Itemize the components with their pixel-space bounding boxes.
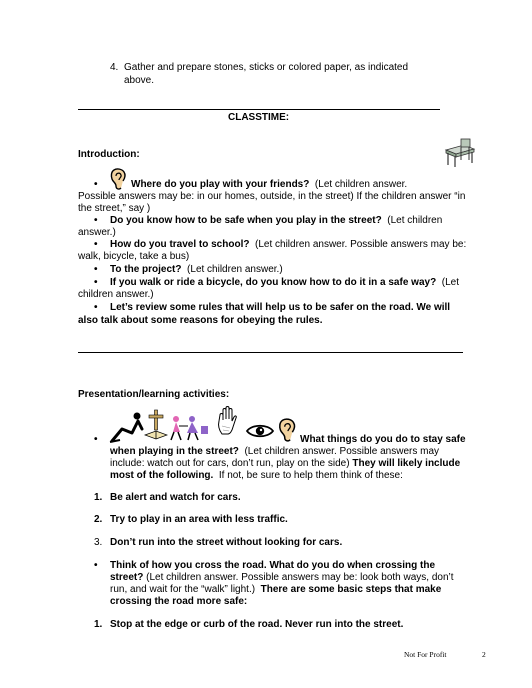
list-item-number: 1. (94, 492, 103, 503)
q5-question: If you walk or ride a bicycle, do you know how to do it in a safe way? (110, 277, 437, 288)
dancers-icon (168, 414, 210, 442)
q5-line-2: children answer.) (78, 289, 154, 300)
cross-line-4: crossing the road more safe: (110, 596, 248, 607)
hand-icon (216, 406, 238, 436)
list-item-number: 2. (94, 514, 103, 525)
presentation-bullet-note: (Let children answer. Possible answers may (244, 446, 439, 457)
list-item-number: 3. (94, 537, 103, 548)
footer-label: Not For Profit (404, 650, 447, 659)
eye-icon (246, 423, 274, 439)
presentation-bullet-line-4b: If not, be sure to help them think of these: (218, 470, 403, 481)
list-item: Try to play in an area with less traffic. (110, 514, 288, 525)
q3-note: (Let children answer. Possible answers may be: (255, 239, 467, 250)
q4-question: To the project? (110, 264, 182, 275)
page-number: 2 (482, 650, 486, 659)
desk-icon (444, 138, 476, 168)
presentation-bullet-line-3a: include: watch out for cars, don’t run, play on the side) (110, 458, 350, 469)
list-item: Don’t run into the street without looking for cars. (110, 537, 343, 548)
bullet: • (94, 302, 98, 313)
q1-note: (Let children answer. (314, 179, 408, 190)
q5-note: (Let (441, 277, 459, 288)
cross-book-icon (144, 409, 168, 442)
cross-line-2b: (Let children answer. Possible answers may be: look both ways, don’t (146, 572, 454, 583)
prep-number: 4. (110, 62, 119, 73)
bullet: • (94, 434, 98, 445)
q2-note: (Let children (387, 215, 443, 226)
q1-line-3: the street,” say ) (78, 203, 151, 214)
q2-line-2: answer.) (78, 227, 116, 238)
bullet: • (94, 239, 98, 250)
q2-question: Do you know how to be safe when you play in the street? (110, 215, 382, 226)
presentation-bullet-question: when playing in the street? (110, 446, 239, 457)
cross-line-2a: street? (110, 572, 144, 583)
q1-line-2: Possible answers may be: in our homes, outside, in the street) If the children answer “in (78, 191, 466, 202)
ear-icon (110, 167, 128, 191)
bullet: • (94, 277, 98, 288)
divider (78, 109, 440, 110)
presentation-bullet-line-1: What things do you do to stay safe (300, 434, 466, 445)
classtime-heading: CLASSTIME: (228, 112, 290, 123)
presentation-bullet-line-4a: most of the following. (110, 470, 214, 481)
q1-question: Where do you play with your friends? (131, 179, 310, 190)
bullet: • (94, 560, 98, 571)
ear-icon (278, 417, 298, 443)
divider (78, 352, 463, 353)
bullet: • (94, 264, 98, 275)
cross-line-3b: There are some basic steps that make (260, 584, 442, 595)
prep-line-2: above. (124, 75, 155, 86)
bullet: • (94, 179, 98, 190)
cross-line-1: Think of how you cross the road. What do you do when crossing the (110, 560, 436, 571)
q3-line-2: walk, bicycle, take a bus) (78, 251, 190, 262)
list-item: Be alert and watch for cars. (110, 492, 241, 503)
prep-line-1: Gather and prepare stones, sticks or colored paper, as indicated (124, 62, 409, 73)
list-item: Stop at the edge or curb of the road. Never run into the street. (110, 619, 404, 630)
presentation-bullet-line-3b: They will likely include (352, 458, 461, 469)
gymnast-icon (108, 411, 146, 443)
q6-line-1: Let’s review some rules that will help us to be safer on the road. We will (110, 302, 451, 313)
bullet: • (94, 215, 98, 226)
intro-heading: Introduction: (78, 149, 140, 160)
q3-question: How do you travel to school? (110, 239, 250, 250)
list-item-number: 1. (94, 619, 103, 630)
q6-line-2: also talk about some reasons for obeying the rules. (78, 315, 323, 326)
q4-note: (Let children answer.) (187, 264, 283, 275)
presentation-heading: Presentation/learning activities: (78, 389, 230, 400)
cross-line-3a: run, and wait for the “walk” light.) (110, 584, 256, 595)
